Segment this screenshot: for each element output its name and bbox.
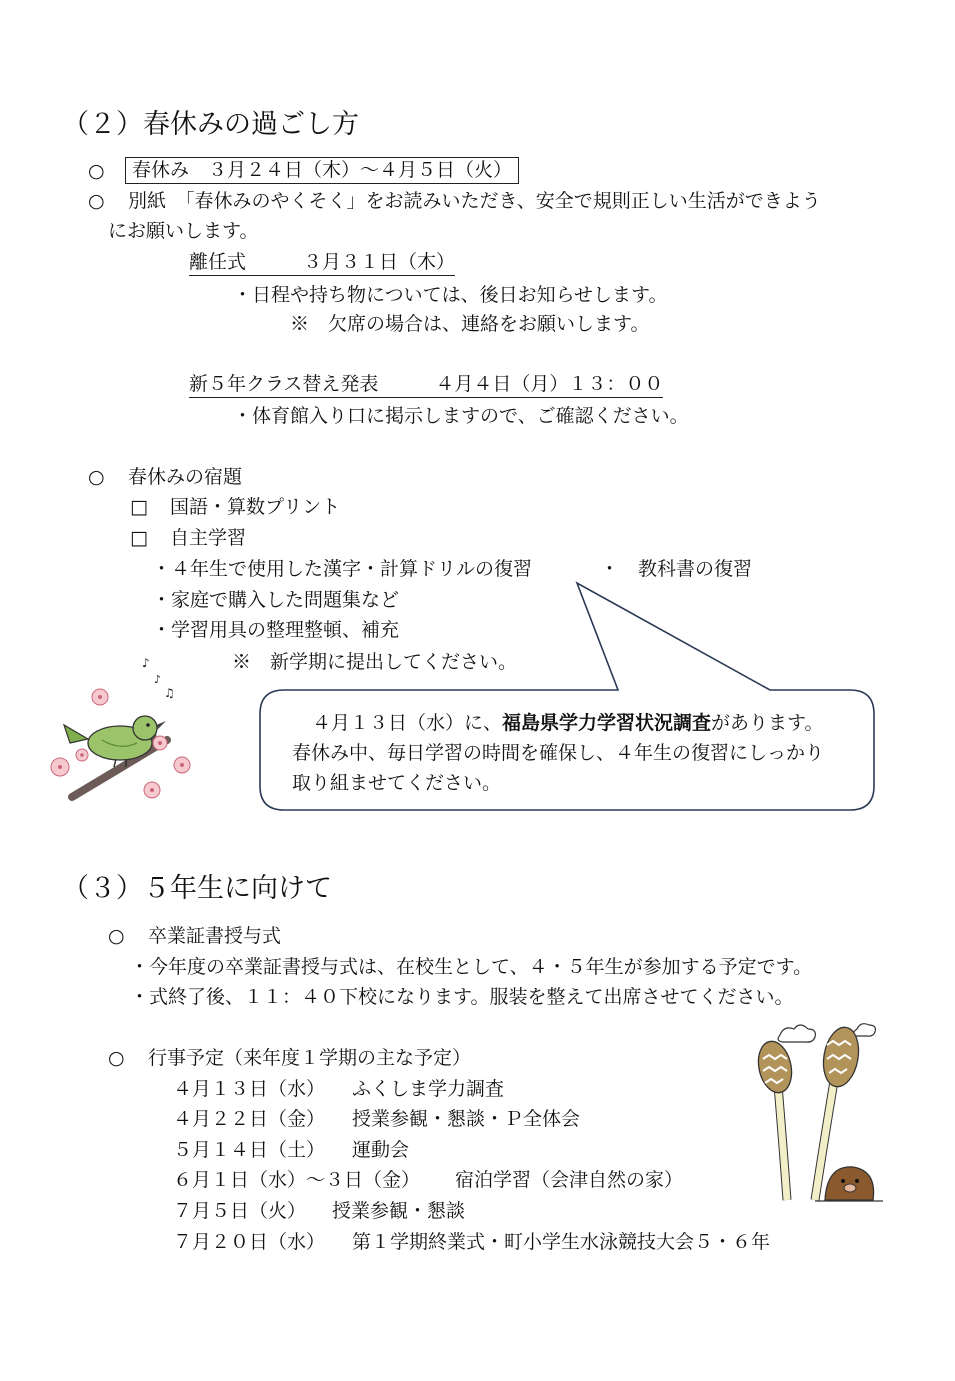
graduation-note-1: ・今年度の卒業証書授与式は、在校生として、４・５年生が参加する予定です。	[130, 956, 813, 978]
study-item-workbook: ・家庭で購入した問題集など	[152, 589, 400, 611]
schedule-date: ４月１３日（水）	[173, 1078, 326, 1100]
notice-line-2: にお願いします。	[108, 220, 259, 242]
svg-text:♫: ♫	[164, 686, 175, 700]
bullet-circle: ○	[108, 925, 125, 947]
homework-item-self-study: 自主学習	[170, 527, 247, 549]
homework-item-prints: 国語・算数プリント	[170, 496, 341, 518]
schedule-event: 授業参観・懇談・Ｐ全体会	[352, 1108, 581, 1130]
schedule-event: 宿泊学習（会津自然の家）	[455, 1169, 684, 1191]
schedule-event: ふくしま学力調査	[352, 1078, 505, 1100]
submit-note: ※ 新学期に提出してください。	[232, 651, 518, 673]
schedule-event: 授業参観・懇談	[332, 1200, 466, 1222]
study-item-supplies: ・学習用具の整理整頓、補充	[152, 619, 400, 641]
horsetail-mole-illustration	[745, 1015, 885, 1215]
section2-heading: （２）春休みの過ごし方	[62, 109, 359, 140]
graduation-note-2: ・式終了後、１１：４０下校になります。服装を整えて出席させてください。	[130, 986, 794, 1008]
callout-line-1: ４月１３日（水）に、福島県学力学習状況調査があります。	[312, 712, 824, 734]
bullet-circle: ○	[88, 466, 105, 488]
spring-break-period: 春休み ３月２４日（木）～４月５日（火）	[125, 157, 519, 184]
schedule-date: ７月５日（火）	[173, 1200, 307, 1222]
callout-line-3: 取り組ませてください。	[292, 772, 502, 794]
farewell-ceremony-title: 離任式 ３月３１日（木）	[189, 250, 455, 276]
schedule-date: ６月１日（水）～３日（金）	[173, 1169, 421, 1191]
warbler-plum-illustration	[42, 655, 192, 805]
homework-title: 春休みの宿題	[128, 466, 243, 488]
svg-text:♪: ♪	[154, 673, 162, 686]
graduation-title: 卒業証書授与式	[148, 925, 282, 947]
bullet-circle: ○	[88, 190, 105, 212]
class-announcement-note: ・体育館入り口に掲示しますので、ご確認ください。	[233, 405, 689, 427]
absence-note: ※ 欠席の場合は、連絡をお願いします。	[290, 313, 650, 335]
bullet-circle: ○	[108, 1047, 125, 1069]
class-announcement-title: 新５年クラス替え発表 ４月４日（月）１３：００	[189, 372, 663, 398]
svg-text:♪: ♪	[142, 656, 150, 670]
study-item-textbook: ・ 教科書の復習	[600, 558, 753, 580]
schedule-date: ４月２２日（金）	[173, 1108, 326, 1130]
schedule-date: ５月１４日（土）	[173, 1139, 326, 1161]
farewell-note: ・日程や持ち物については、後日お知らせします。	[233, 284, 668, 306]
bullet-circle: ○	[88, 160, 105, 182]
schedule-event: 運動会	[352, 1139, 410, 1161]
study-item-drill: ・４年生で使用した漢字・計算ドリルの復習	[152, 558, 533, 580]
section3-heading: （３）５年生に向けて	[62, 873, 332, 904]
schedule-title: 行事予定（来年度１学期の主な予定）	[148, 1047, 472, 1069]
schedule-event: 第１学期終業式・町小学生水泳競技大会５・６年	[352, 1231, 771, 1253]
checkbox-icon: □	[130, 496, 148, 518]
notice-line-1: 別紙 「春休みのやくそく」をお読みいただき、安全で規則正しい生活ができよう	[128, 190, 821, 212]
schedule-date: ７月２０日（水）	[173, 1231, 326, 1253]
callout-line-2: 春休み中、毎日学習の時間を確保し、４年生の復習にしっかり	[292, 742, 825, 764]
checkbox-icon: □	[130, 527, 148, 549]
